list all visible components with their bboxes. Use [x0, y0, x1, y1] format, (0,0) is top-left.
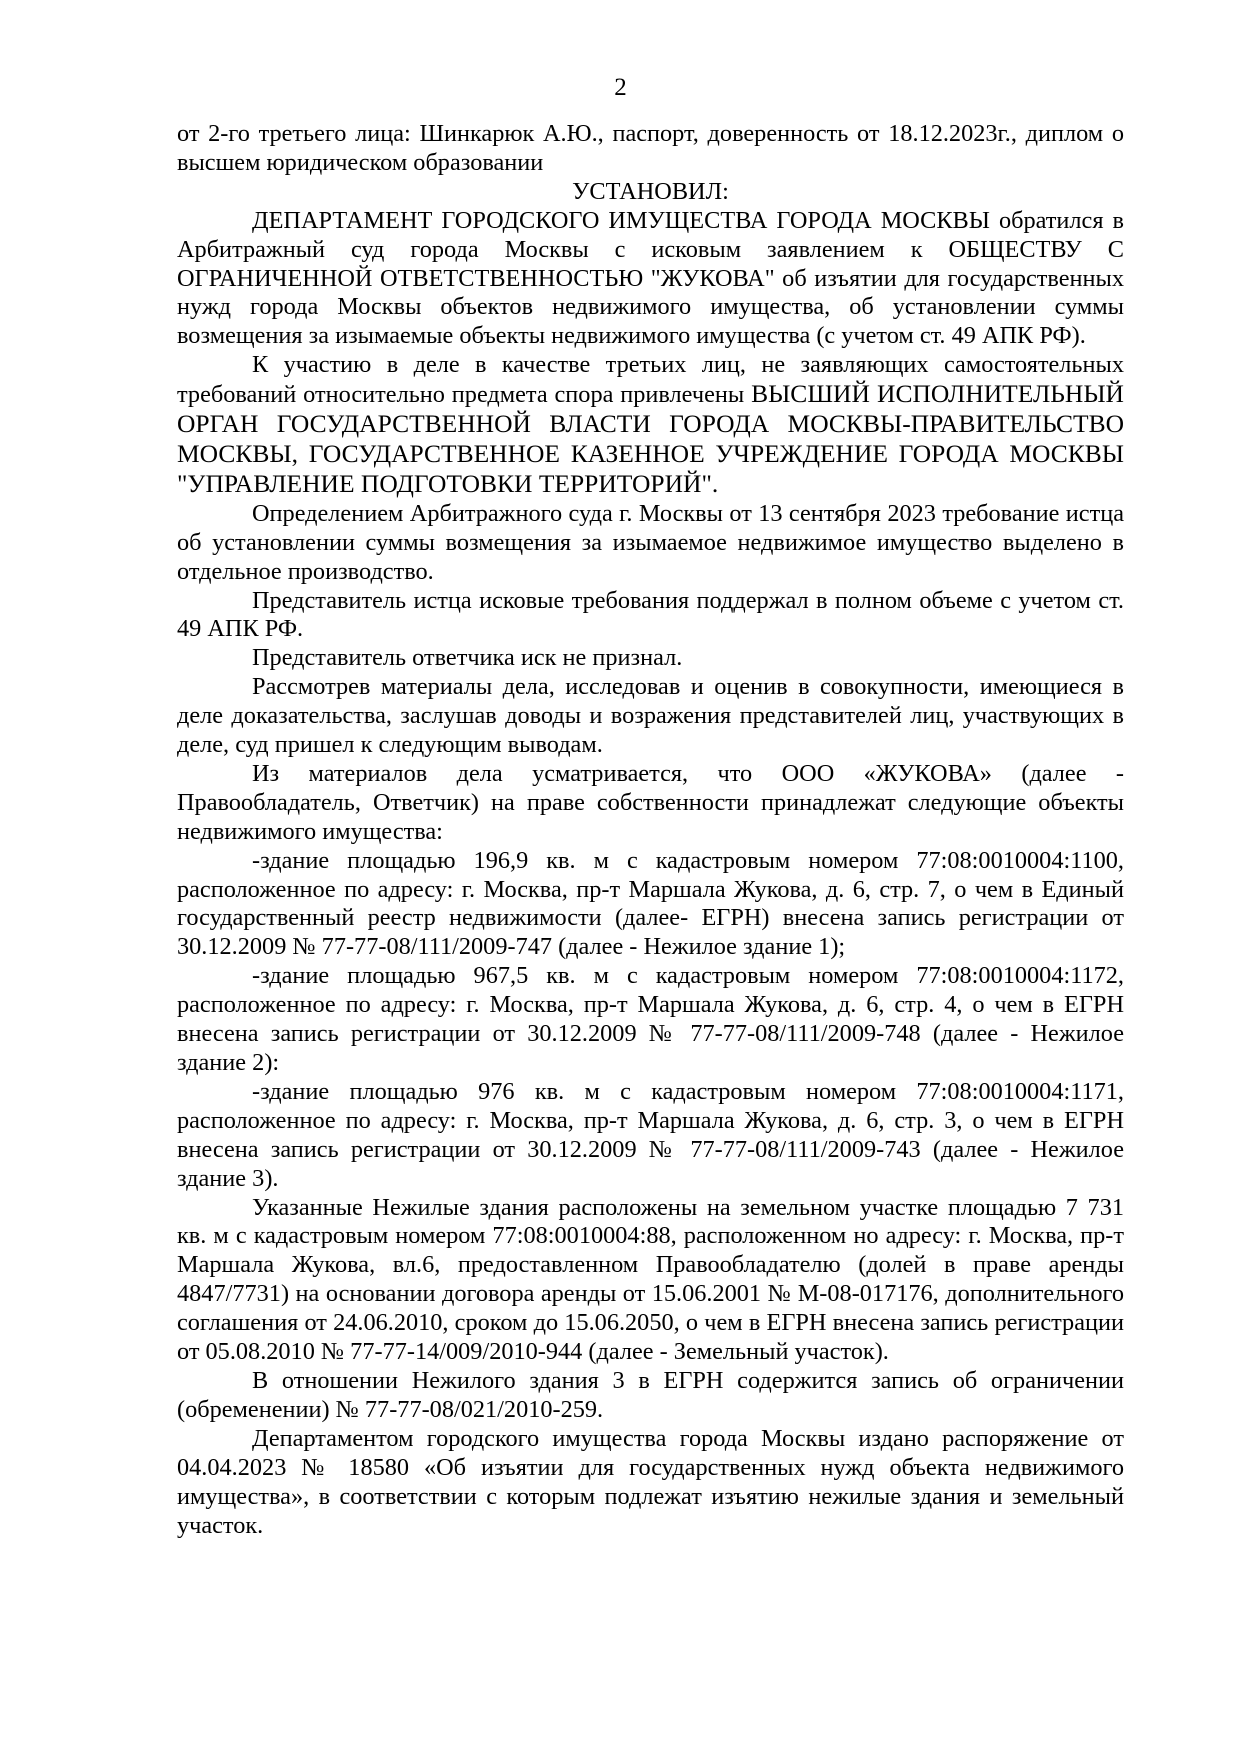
paragraph-third-parties [177, 351, 1124, 500]
paragraph-land-plot: Указанные Нежилые здания расположены на земельном участке площадью 7 731 кв. м с кадастровым номером 77:08:0010004:88, расположенном но адресу: г. Москва, пр-т Маршала Жукова, вл.6, предоставленном Правообладателю (долей в праве аренды 4847/7731) на основании договора аренды от 15.06.2001 № М-08-017176, дополнительного соглашения от 24.06.2010, сроком до 15.06.2050, о чем в ЕГРН внесена запись регистрации от 05.08.2010 № 77-77-14/009/2010-944 (далее - Земельный участок). [177, 1193, 1124, 1366]
section-heading-established: УСТАНОВИЛ: [572, 177, 729, 205]
page-number: 2 [614, 74, 627, 101]
paragraph-building-1: -здание площадью 196,9 кв. м с кадастровым номером 77:08:0010004:1100, расположенное по адресу: г. Москва, пр-т Маршала Жукова, д. 6, стр. 7, о чем в Единый государственный реестр недвижимости (далее- ЕГРН) внесена запись регистрации от 30.12.2009 № 77-77-08/111/2009-747 (далее - Нежилое здание 1); [177, 846, 1124, 961]
paragraph-building-3: -здание площадью 976 кв. м с кадастровым номером 77:08:0010004:1171, расположенное по адресу: г. Москва, пр-т Маршала Жукова, д. 6, стр. 3, о чем в ЕГРН внесена запись регистрации от 30.12.2009 № 77-77-08/111/2009-743 (далее - Нежилое здание 3). [177, 1077, 1124, 1192]
third-parties-names: ВЫСШИЙ ИСПОЛНИТЕЛЬНЫЙ ОРГАН ГОСУДАРСТВЕННОЙ ВЛАСТИ ГОРОДА МОСКВЫ-ПРАВИТЕЛЬСТВО МОСКВЫ, ГОСУДАРСТВЕННОЕ КАЗЕННОЕ УЧРЕЖДЕНИЕ ГОРОДА МОСКВЫ "УПРАВЛЕНИЕ ПОДГОТОВКИ ТЕРРИТОРИЙ". [177, 379, 1124, 498]
paragraph-court-review: Рассмотрев материалы дела, исследовав и оценив в совокупности, имеющиеся в деле доказательства, заслушав доводы и возражения представителей лиц, участвующих в деле, суд пришел к следующим выводам. [177, 673, 1124, 759]
paragraph-encumbrance: В отношении Нежилого здания 3 в ЕГРН содержится запись об ограничении (обременении) № 77-77-08/021/2010-259. [177, 1366, 1124, 1423]
paragraph-order: Департаментом городского имущества города Москвы издано распоряжение от 04.04.2023 № 18580 «Об изъятии для государственных нужд объекта недвижимого имущества», в соответствии с которым подлежат изъятию нежилые здания и земельный участок. [177, 1424, 1124, 1539]
paragraph-plaintiff-position: Представитель истца исковые требования поддержал в полном объеме с учетом ст. 49 АПК РФ. [177, 586, 1124, 643]
paragraph-claim: ДЕПАРТАМЕНТ ГОРОДСКОГО ИМУЩЕСТВА ГОРОДА МОСКВЫ обратился в Арбитражный суд города Москвы с исковым заявлением к ОБЩЕСТВУ С ОГРАНИЧЕННОЙ ОТВЕТСТВЕННОСТЬЮ "ЖУКОВА" об изъятии для государственных нужд города Москвы объектов недвижимого имущества, об установлении суммы возмещения за изымаемые объекты недвижимого имущества (с учетом ст. 49 АПК РФ). [177, 206, 1124, 350]
paragraph-defendant-position: Представитель ответчика иск не признал. [252, 644, 683, 672]
paragraph-ruling-separation: Определением Арбитражного суда г. Москвы от 13 сентября 2023 требование истца об установлении суммы возмещения за изымаемое недвижимое имущество выделено в отдельное производство. [177, 499, 1124, 585]
paragraph-third-party-representative: от 2-го третьего лица: Шинкарюк А.Ю., паспорт, доверенность от 18.12.2023г., диплом о высшем юридическом образовании [177, 120, 1124, 176]
paragraph-building-2: -здание площадью 967,5 кв. м с кадастровым номером 77:08:0010004:1172, расположенное по адресу: г. Москва, пр-т Маршала Жукова, д. 6, стр. 4, о чем в ЕГРН внесена запись регистрации от 30.12.2009 № 77-77-08/111/2009-748 (далее - Нежилое здание 2): [177, 962, 1124, 1076]
third-parties-intro: К участию в деле в качестве третьих лиц, не заявляющих самостоятельных требований относительно предмета спора привлечены [177, 351, 1124, 409]
paragraph-ownership: Из материалов дела усматривается, что ООО «ЖУКОВА» (далее - Правообладатель, Ответчик) на праве собственности принадлежат следующие объекты недвижимого имущества: [177, 759, 1124, 845]
document-body [177, 120, 1124, 1540]
